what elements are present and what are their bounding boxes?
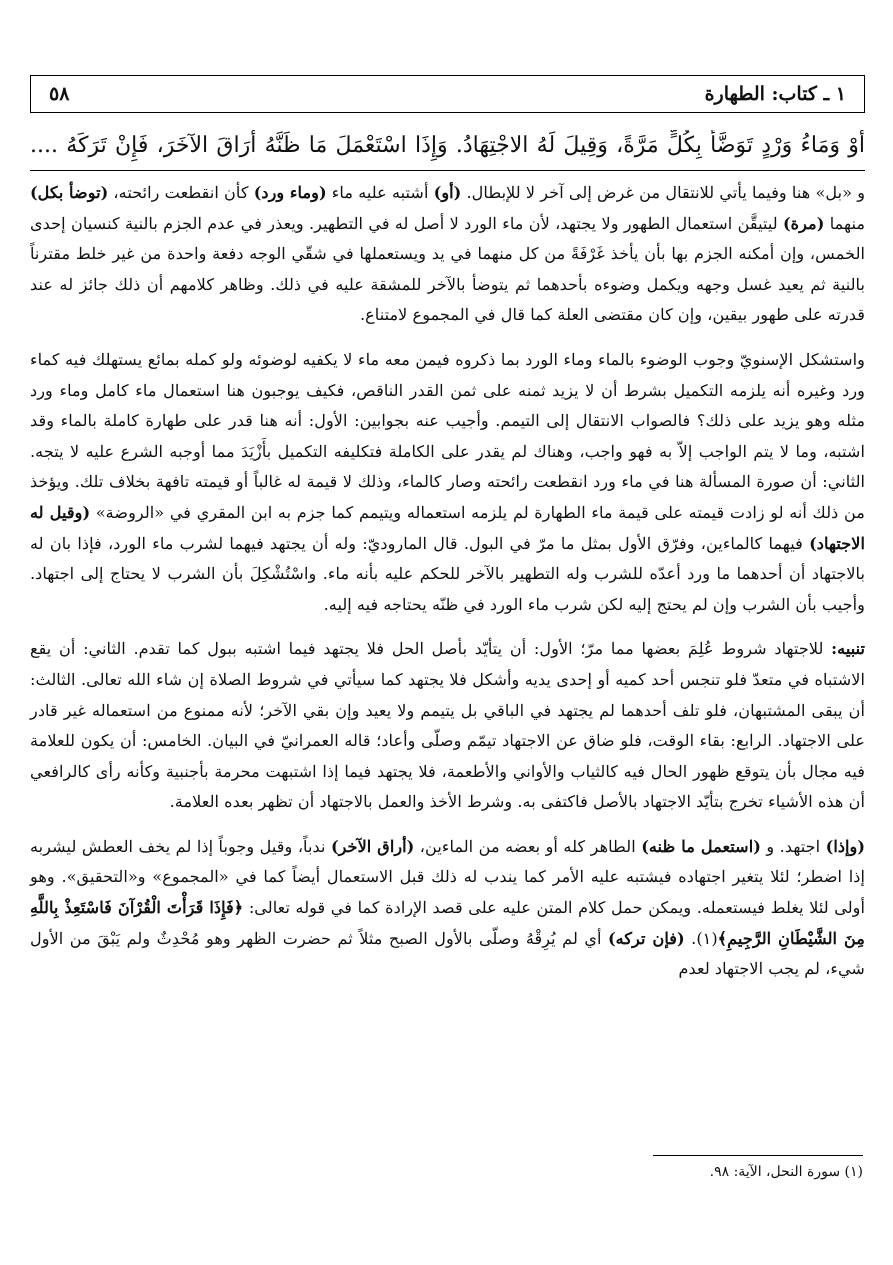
text-run: اجتهد. و [760,836,826,856]
text-run: منهما [824,213,865,233]
text-run: فيهما كالماءين، وفرّق الأول بمثل ما مرّ في البول. قال الماروديّ: وله أن يجتهد فيهما لشرب ماء الورد، فإذا بان له بالاجتهاد أن أحدهما ما ورد أعدّه للشرب وله التطهير بالآخر للحكم عليه بأنه ماء. واسْتُشْكِلَ بأن الشرب لا يحتاج إلى اجتهاد. وأجيب بأن الشرب وإن لم يحتج إليه لكن شرب ماء الورد في ظنّه يحتاجه فيه إليه. [30,533,865,614]
text-run: واستشكل الإسنويّ وجوب الوضوء بالماء وماء الورد بما ذكروه فيمن معه ماء لا يكفيه لوضوئه ولو كمله بمائع يستهلك فيه كماء ورد وغيره أنه يلزمه التكميل بشرط أن لا يزيد ثمنه على ثمن القدر الناقص، فكيف يوجبون هنا استعمال ماء كامل وماء ورد مثله وهو يزيد على ذلك؟ فالصواب الانتقال إلى التيمم. وأجيب عنه بجوابين: الأول: أنه هنا قدر على طهارة كاملة بالماء وقد اشتبه، وما لا يتم الواجب إلاّ به فهو واجب، وهناك لم يقدر على الكاملة فتكليفه التكميل بأَزْيَدَ مما أوجبه الشرع عليه لا يتجه. الثاني: أن صورة المسألة هنا في ماء ورد انقطعت رائحته وصار كالماء، وذلك لا قيمة له غالباً أو قيمته تافهة بخلاف تلك. ويؤخذ من ذلك أنه لو زادت قيمته على قيمة ماء الطهارة لم يلزمه استعماله ويتيمم كما جزم به ابن المقري في «الروضة» [30,349,865,522]
bold-run: ﴿فَإِذَا قَرَأْتَ الْقُرْآنَ فَاسْتَعِذْ بِاللَّهِ مِنَ الشَّيْطَانِ الرَّجِيمِ﴾ [30,898,865,948]
bold-run: (مرة) [782,213,825,233]
bold-run: (فإن تركه) [608,928,685,948]
bold-run: (وماء ورد) [253,183,327,202]
footnote-divider [653,1155,863,1156]
text-run: أشتبه عليه ماء [326,183,434,202]
matn-text: أَوْ وَمَاءُ وَرْدٍ تَوَضَّأَ بِكُلٍّ مَرَّةً، وَقِيلَ لَهُ الاجْتِهَادُ. وَإِذَا اسْتَعْمَلَ مَا ظَنَّهُ أَرَاقَ الآخَرَ، فَإِنْ تَرَكَهُ .... [30,133,865,158]
bold-run: (وإذا) [825,836,865,856]
text-run: أي لم يُرِقْهُ وصلّى بالأول الصبح مثلاً ثم حضرت الظهر وهو مُحْدِثٌ ولم يَبْقَ من الأول شيء، لم يجب الاجتهاد لعدم [30,928,865,979]
text-run: و «بل» هنا وفيما يأتي للانتقال من غرض إلى آخر لا للإبطال. [461,183,866,202]
paragraph [30,345,865,620]
text-run: الطاهر كله أو بعضه من الماءين، [414,836,642,856]
bold-run: (وقيل له الاجتهاد) [30,502,865,553]
chapter-title: ١ ـ كتاب: الطهارة [704,83,846,105]
bold-run: (أو) [433,183,462,202]
text-run: للاجتهاد شروط عُلِمَ بعضها مما مرّ؛ الأول: أن يتأيّد بأصل الحل فلا يجتهد فيما اشتبه ببول كما تقدم. الثاني: أن يقع الاشتباه في متعدّ فلو تنجس أحد كميه أو إحدى يديه وأشكل فلا يجتهد كما سيأتي في شروط الصلاة إن شاء الله تعالى. الثالث: أن يبقى المشتبهان، فلو تلف أحدهما لم يجتهد في الباقي بل يتيمم ولا يعيد وإن بقي الآخر؛ لأنه ممنوع من استعماله غير قادر على الاجتهاد. الرابع: بقاء الوقت، فلو ضاق عن الاجتهاد تيمّم وصلّى وأعاد؛ قاله العمرانيّ في البيان. الخامس: أن يكون للعلامة فيه مجال بأن يتوقع ظهور الحال فيه كالثياب والأواني والأطعمة، فلا يجتهد فيما إذا اشتبهت محرمة بأجنبية وكأنه رأى كالرافعي أن هذه الأشياء تخرج بتأيّد الاجتهاد بالأصل فاكتفى به. وشرط الأخذ والعمل بالاجتهاد أن تظهر بعده العلامة. [30,639,865,812]
paragraph [30,634,865,818]
commentary-body [30,178,865,985]
page-number: ٥٨ [49,83,70,105]
paragraph [30,178,865,331]
bold-run: (أراق الآخر) [330,836,415,856]
footnote: (١) سورة النحل، الآية: ٩٨. [709,1164,863,1180]
text-run: ندباً، وقيل وجوباً إذا لم يخف العطش ليشربه إذا اضطر؛ لئلا يتغير اجتهاده فيشتبه عليه الأمر كما يندب له ذلك قبل الاستعمال أيضاً كما في «المجموع» و«التحقيق». وهو أولى لئلا يغلط فيستعمله. ويمكن حمل كلام المتن عليه على قصد الإرادة كما في قوله تعالى: [30,836,865,918]
matn-divider [30,170,865,171]
running-header [30,75,865,113]
bold-run: تنبيه: [831,639,865,659]
text-run: (١). [684,928,718,948]
paragraph [30,832,865,985]
bold-run: (استعمل ما ظنه) [641,836,761,856]
bold-run: (توضأ بكل) [30,183,109,202]
text-run: كأن انقطعت رائحته، [108,183,254,202]
text-run: ليتيقَّن استعمال الطهور ولا يجتهد، لأن ماء الورد لا أصل له في التطهير. ويعذر في عدم الجزم بالنية كنسيان إحدى الخمس، وإن أمكنه الجزم بها بأن يأخذ غَرْفَةً من كل منهما في يد ويستعملها في شقّي الوجه دفعة واحدة من غير خلط مقترناً بالنية ثم يعيد غسل وجهه ويكمل وضوءه بأحدهما ثم يتوضأ بالآخر للمشقة عليه في ذلك. وظاهر كلامهم أن ذلك جائز له عند قدرته على طهور بيقين، وإن كان مقتضى العلة كما قال في المجموع لامتناع. [30,213,865,325]
